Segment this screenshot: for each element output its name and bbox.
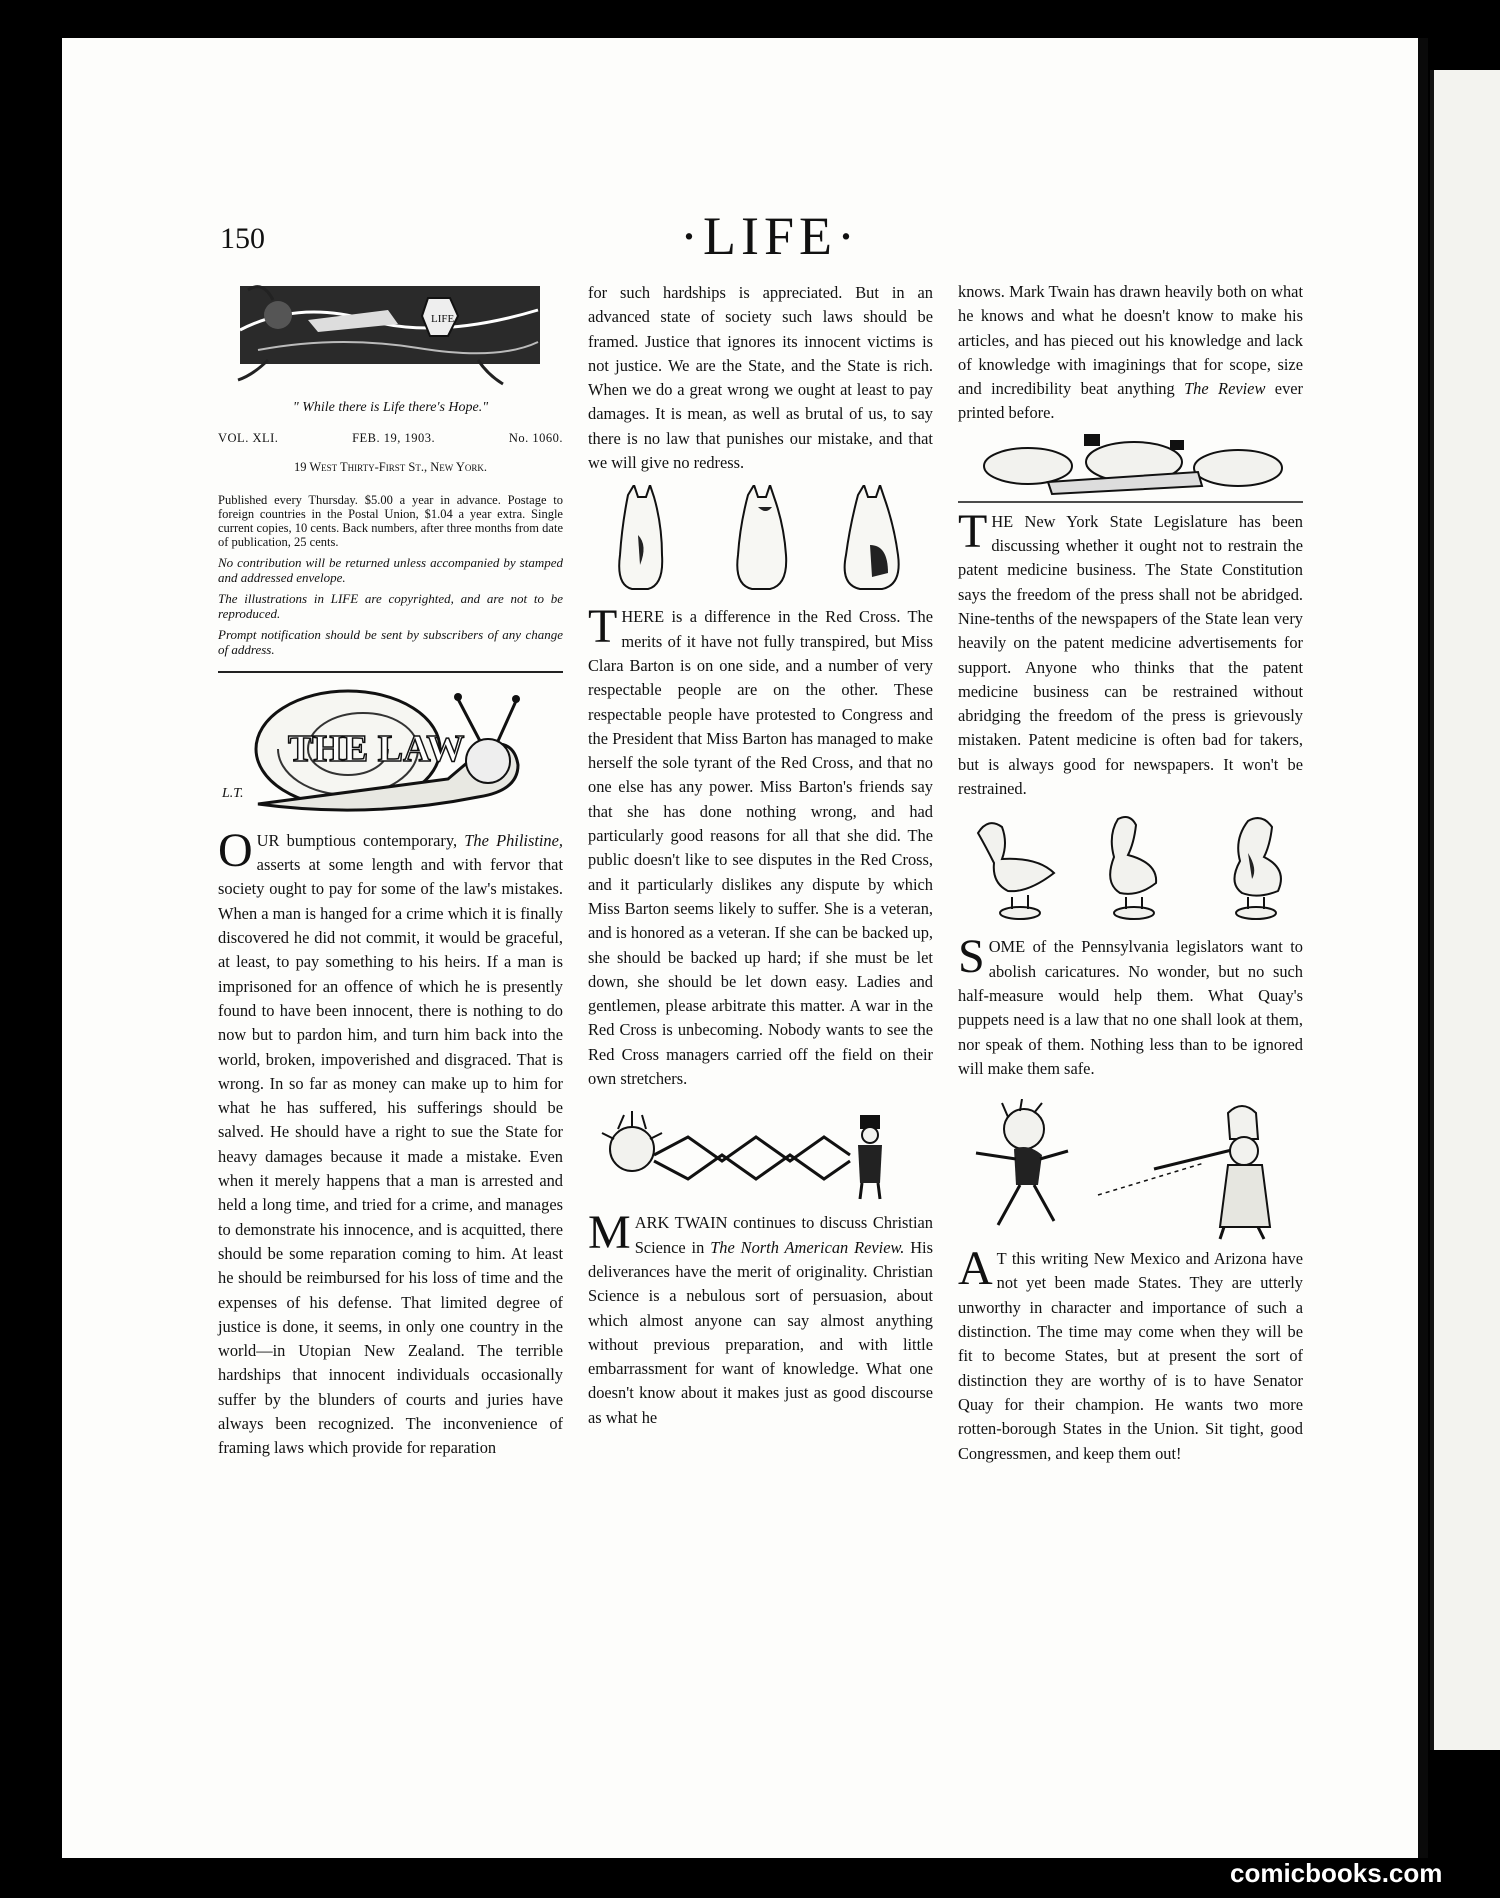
column-2 — [588, 281, 933, 1430]
pigs-trough-illustration — [958, 432, 1303, 506]
column-3 — [958, 280, 1303, 1466]
editorial-box — [218, 280, 563, 673]
article-patent-medicine: THE New York State Legislature has been discussing whether it ought not to restrain the patent medicine business. The State Constitution says the freedom of the press shall not be abridged. Nine-tenths of the newspapers of the State lean very heavily on the patent medicine advertisements for support. Anyone who thinks that the patent medicine business can be restrained without abridging the freedom of the press is grievously mistaken. Patent medicine is often bad for takers, but is always good for newspapers. It won't be restrained. — [958, 504, 1303, 799]
article-new-mexico-arizona: A T this writing New Mexico and Arizona have not yet been made States. They are utterly unworthy in character and importance of such a distinction. The time may come when they will be fit to become States, but at present the sort of distinction they are worthy of is to have Senator Quay for their champion. He wants two more rotten-borough States in the Union. Sit tight, good Congressmen, and keep them out! — [958, 1242, 1303, 1463]
page-number: 150 — [220, 222, 265, 255]
publication-info: Published every Thursday. $5.00 a year in advance. Postage to foreign countries in the Postal Union, $1.04 a year extra. Single current copies, 10 cents. Back numbers, after three months from date of publication, 25 cents. — [218, 492, 563, 549]
contribution-notice: No contribution will be returned unless accompanied by stamped and addressed envelope. — [218, 554, 563, 585]
volume-number: VOL. XLI. — [218, 431, 279, 446]
stretcher-illustration — [588, 1109, 933, 1203]
banner-label: LIFE — [431, 313, 455, 325]
drop-cap: T — [588, 600, 618, 654]
geese-puppets-illustration — [958, 813, 1303, 925]
office-address: 19 West Thirty-First St., New York. — [293, 459, 488, 474]
box-divider — [218, 671, 563, 673]
drop-cap: M — [588, 1206, 631, 1260]
drop-cap: S — [958, 930, 985, 984]
drop-cap: A — [958, 1242, 993, 1296]
shooting-illustration — [958, 1099, 1303, 1241]
artist-signature: L.T. — [222, 785, 244, 801]
article-red-cross: THERE is a difference in the Red Cross. The merits of it have not fully transpired, but Miss Clara Barton is on one side, and a number of very respectable people are on the other. These respectable people have protested to Congress and the President that Miss Barton has managed to make herself the sole tyrant of the Red Cross, and that no one else has any power. Miss Barton's friends say that she has done nothing wrong, and had particularly good reasons for all that she did. The public doesn't like to see disputes in the Red Cross, and it particularly dislikes any dispute by which Miss Barton seems likely to suffer. She is a veteran, and is honored as a veteran. If she can be backed up, she should be backed up hard; if she must be let down, she should be let down easy. Ladies and gentlemen, please arbitrate this matter. A war in the Red Cross is unbecoming. Nobody wants to see the Red Cross managers carried off the field on their own stretchers. — [588, 600, 933, 1089]
snail-label: THE LAW — [288, 727, 465, 770]
motto: " While there is Life there's Hope." — [292, 400, 489, 415]
article-mark-twain: MARK TWAIN continues to discuss Christian Science in The North American Review. His deliverances have the merit of originality. Christian Science is a nebulous sort of persuasion, about which almost anyone can say almost anything without previous preparation, and with little embarrassment for want of knowledge. What one doesn't know about it makes just as good discourse as what he — [588, 1206, 933, 1427]
article-pennsylvania: SOME of the Pennsylvania legislators want to abolish caricatures. No wonder, but no such half-measure would help them. What Quay's puppets need is a law that no one shall look at them, nor speak of them. Nothing less than to be ignored will make them safe. — [958, 930, 1303, 1078]
drop-cap: O — [218, 823, 253, 877]
article-philistine: OUR bumptious contemporary, The Philistine, asserts at some length and with fervor that society ought to pay for some of the law's mistakes. When a man is hanged for a crime which it is finally discovered he did not commit, it would be graceful, at least, to pay something to his heirs. If a man is imprisoned for an offence of which he is presently found to have been innocent, there is nothing to do now but to pardon him, and turn him back into the world, broken, impoverished and disgraced. That is wrong. In so far as money can make up to him for what he has suffered, his sufferings should be salved. He should have a right to sue the State for heavy damages because it made a mistake. Even when it merely happens that a man is arrested and held a long time, and tried for a crime, and manages to demonstrate his innocence, and is acquitted, there should be some reparation coming to him. At least he should be reimbursed for his loss of time and the expenses of his defense. That limited degree of justice is done, it seems, in only one country in the world—in Utopian New Zealand. The terrible hardships that innocent individuals occasionally suffer by the blunders of courts and juries have always been recognized. The inconvenience of framing laws which provide for reparation — [218, 823, 564, 1458]
column-1 — [218, 280, 563, 1461]
address-change-notice: Prompt notification should be sent by subscribers of any change of address. — [218, 626, 563, 657]
volume-line — [218, 426, 563, 450]
life-banner-illustration — [218, 280, 563, 388]
law-snail-illustration — [218, 679, 563, 829]
copyright-notice: The illustrations in LIFE are copyrighted, and are not to be reproduced. — [218, 590, 563, 621]
issue-date: FEB. 19, 1903. — [352, 431, 436, 446]
cats-illustration — [588, 485, 933, 597]
issue-number: No. 1060. — [508, 431, 563, 446]
facing-page-edge — [1430, 70, 1500, 1750]
article-philistine-continued: for such hardships is appreciated. But in an advanced state of society such laws should be framed. Justice that ignores its innocent victims is not justice. We are the State, and the State is rich. When we do a great wrong we ought at least to pay damages. It is mean, as well as brutal of us, to say there is no law that punishes our mistake, and that we will give no redress. — [588, 283, 933, 473]
site-watermark: comicbooks.com — [1230, 1858, 1443, 1888]
article-mark-twain-continued: knows. Mark Twain has drawn heavily both on what he knows and what he doesn't know to make his articles, and has pieced out his knowledge and lack of knowledge with imaginings that for scope, size and incredibility beat anything The Review ever printed before. — [958, 282, 1303, 423]
page-gutter — [1418, 38, 1428, 1858]
masthead-title: ·LIFE· — [680, 206, 860, 266]
drop-cap: T — [958, 504, 988, 558]
